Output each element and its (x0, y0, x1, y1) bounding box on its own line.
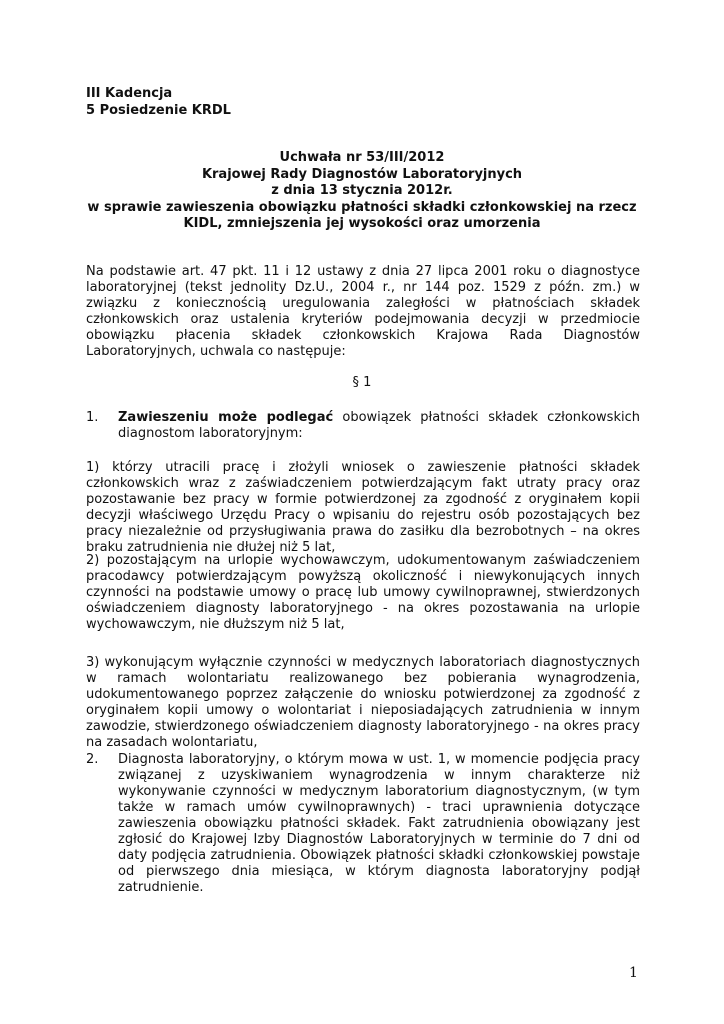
title-line-3: z dnia 13 stycznia 2012r. (271, 183, 453, 198)
numbered-item-2 (86, 752, 640, 896)
item-text: obowiązek płatności składek członkowskich diagnostom laboratoryjnym: (118, 410, 640, 441)
page-number: 1 (629, 965, 638, 981)
intro-paragraph: Na podstawie art. 47 pkt. 11 i 12 ustawy z dnia 27 lipca 2001 roku o diagnostyce laboratoryjnej (tekst jednolity Dz.U., 2004 r., nr 144 poz. 1529 z późn. zm.) w związku z koniecznością uregulowania zaległości w płatnościach składek członkowskich oraz ustalenia kryteriów podejmowania decyzji w przedmiocie obowiązku płacenia składek członkowskich Krajowa Rada Diagnostów Laboratoryjnych, uchwala co następuje: (86, 264, 640, 359)
item-body: Diagnosta laboratoryjny, o którym mowa w ust. 1, w momencie podjęcia pracy związanej z uzyskiwaniem wynagrodzenia w innym charakterze niż wykonywanie czynności w medycznym laboratorium diagnostycznym, (w tym także w ramach umów cywilnoprawnych) - traci uprawnienia dotyczące zawieszenia obowiązku płatności składek. Fakt zatrudnienia obowiązany jest zgłosić do Krajowej Izby Diagnostów Laboratoryjnych w terminie do 7 dni od daty podjęcia zatrudnienia. Obowiązek płatności składki członkowskiej powstaje od pierwszego dnia miesiąca, w którym diagnosta laboratoryjny podjął zatrudnienie. (118, 752, 640, 895)
title-line-1: Uchwała nr 53/III/2012 (279, 150, 445, 165)
numbered-item-1 (86, 410, 640, 442)
paragraph-3: 3) wykonującym wyłącznie czynności w medycznych laboratoriach diagnostycznych w ramach wolontariatu realizowanego bez pobierania wynagrodzenia, udokumentowanego poprzez załączenie do wniosku potwierdzonej za zgodność z oryginałem kopii umowy o wolontariat i nieposiadających zatrudnienia w innym zawodzie, stwierdzonego oświadczeniem diagnosty laboratoryjnego - na okres pracy na zasadach wolontariatu, (86, 655, 640, 750)
session-label: 5 Posiedzenie KRDL (86, 103, 231, 118)
section-mark: § 1 (352, 375, 372, 390)
resolution-title (86, 150, 638, 233)
paragraph-2: 2) pozostającym na urlopie wychowawczym, udokumentowanym zaświadczeniem pracodawcy potwierdzającym powyższą okoliczność i niewykonujących innych czynności na podstawie umowy o pracę lub umowy cywilnoprawnej, stwierdzonych oświadczeniem diagnosty laboratoryjnego - na okres pozostawania na urlopie wychowawczym, nie dłuższym niż 5 lat, (86, 553, 640, 632)
title-line-5: KIDL, zmniejszenia jej wysokości oraz umorzenia (183, 216, 541, 231)
item-body (118, 410, 640, 442)
item-bold-text: Zawieszeniu może podlegać (118, 410, 334, 425)
term-label: III Kadencja (86, 86, 173, 101)
document-header (86, 85, 231, 119)
title-line-2: Krajowej Rady Diagnostów Laboratoryjnych (201, 166, 523, 182)
item-number: 1. (86, 410, 99, 425)
paragraph-1: 1) którzy utracili pracę i złożyli wniosek o zawieszenie płatności składek członkowskich wraz z zaświadczeniem potwierdzającym fakt utraty pracy oraz pozostawanie bez pracy w formie potwierdzonej za zgodność z oryginałem kopii decyzji właściwego Urzędu Pracy o wpisaniu do rejestru osób pozostających bez pracy niezależnie od przysługiwania prawa do zasiłku dla bezrobotnych – na okres braku zatrudnienia nie dłużej niż 5 lat, (86, 460, 640, 555)
item-number: 2. (86, 752, 99, 767)
title-line-4: w sprawie zawieszenia obowiązku płatności składki członkowskiej na rzecz (87, 199, 637, 215)
